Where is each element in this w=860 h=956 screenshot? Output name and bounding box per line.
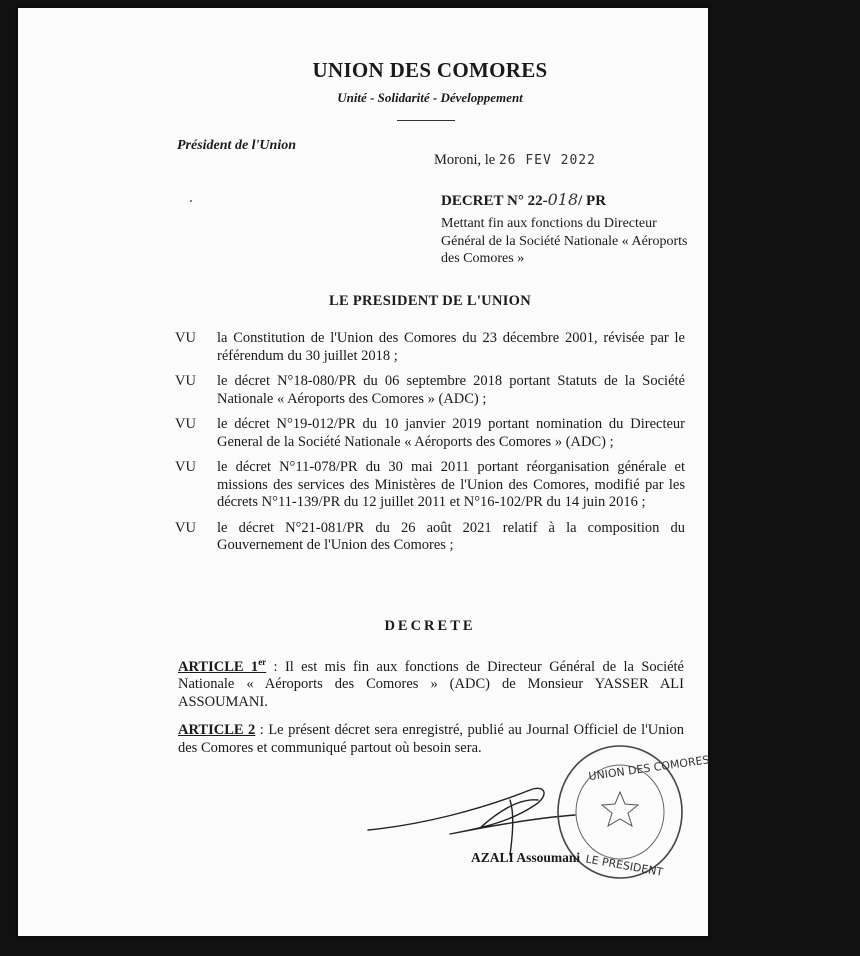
place-date — [434, 152, 596, 169]
section-heading: LE PRESIDENT DE L'UNION — [328, 293, 532, 309]
speck — [190, 200, 192, 202]
date-stamp: 26 FEV 2022 — [498, 153, 596, 168]
decree-subject: Mettant fin aux fonctions du Directeur Général de la Société Nationale « Aéroports des Comores » — [441, 216, 688, 266]
vu-item — [175, 330, 685, 365]
vu-item — [175, 520, 685, 555]
article-1-sup: er — [258, 657, 267, 667]
place-prefix: Moroni, le — [434, 152, 496, 168]
vu-label: VU — [175, 330, 196, 346]
decree-number-handwritten: 018 — [547, 190, 579, 209]
decree-number-prefix: DECRET N° 22- — [441, 193, 548, 209]
decree-number-suffix: / PR — [578, 193, 607, 209]
signatory-name: AZALI Assoumani — [471, 850, 581, 865]
article-1-text: : Il est mis fin aux fonctions de Directeur Général de la Société Nationale « Aéroports des Comores » (ADC) de Monsieur YASSER ALI ASSOUMANI. — [178, 658, 684, 710]
vu-list — [175, 330, 685, 563]
vu-label: VU — [175, 373, 196, 389]
decrete-heading: DECRETE — [384, 618, 476, 634]
article-1-label — [178, 659, 266, 675]
national-motto: Unité - Solidarité - Développement — [337, 90, 523, 105]
vu-label: VU — [175, 519, 196, 536]
decree-number — [441, 190, 606, 210]
vu-text: le décret N°18-080/PR du 06 septembre 2018 portant Statuts de la Société Nationale « Aéroports des Comores » (ADC) ; — [217, 373, 685, 407]
vu-text: le décret N°11-078/PR du 30 mai 2011 portant réorganisation générale et missions des services des Ministères de l'Union des Comores, modifié par les décrets N°11-139/PR du 12 juillet 2011 et N°16-102/PR du 14 juin 2016 ; — [217, 459, 685, 510]
article-1 — [178, 654, 684, 711]
article-1-label-text: ARTICLE 1 — [178, 658, 259, 675]
issuer-label: Président de l'Union — [177, 138, 297, 153]
header-divider — [397, 120, 455, 121]
vu-text: la Constitution de l'Union des Comores du 23 décembre 2001, révisée par le référendum du 30 juillet 2018 ; — [217, 330, 685, 364]
vu-text: le décret N°19-012/PR du 10 janvier 2019 portant nomination du Directeur General de la Société Nationale « Aéroports des Comores » (ADC) ; — [217, 416, 685, 450]
vu-label: VU — [175, 416, 196, 432]
svg-text:LE PRESIDENT: LE PRESIDENT — [584, 852, 665, 879]
country-heading: UNION DES COMORES — [312, 58, 548, 82]
article-2-label: ARTICLE 2 — [178, 722, 256, 738]
svg-text:UNION DES COMORES: UNION DES COMORES — [587, 753, 711, 784]
vu-text: le décret N°21-081/PR du 26 août 2021 relatif à la composition du Gouvernement de l'Union des Comores ; — [217, 519, 685, 553]
official-seal-icon — [548, 740, 711, 890]
vu-label: VU — [175, 459, 196, 475]
vu-item — [175, 373, 685, 408]
vu-item — [175, 416, 685, 451]
article-2-text: : Le présent décret sera enregistré, publié au Journal Officiel de l'Union des Comores et communiqué partout où besoin sera. — [178, 722, 684, 756]
vu-item — [175, 459, 685, 512]
